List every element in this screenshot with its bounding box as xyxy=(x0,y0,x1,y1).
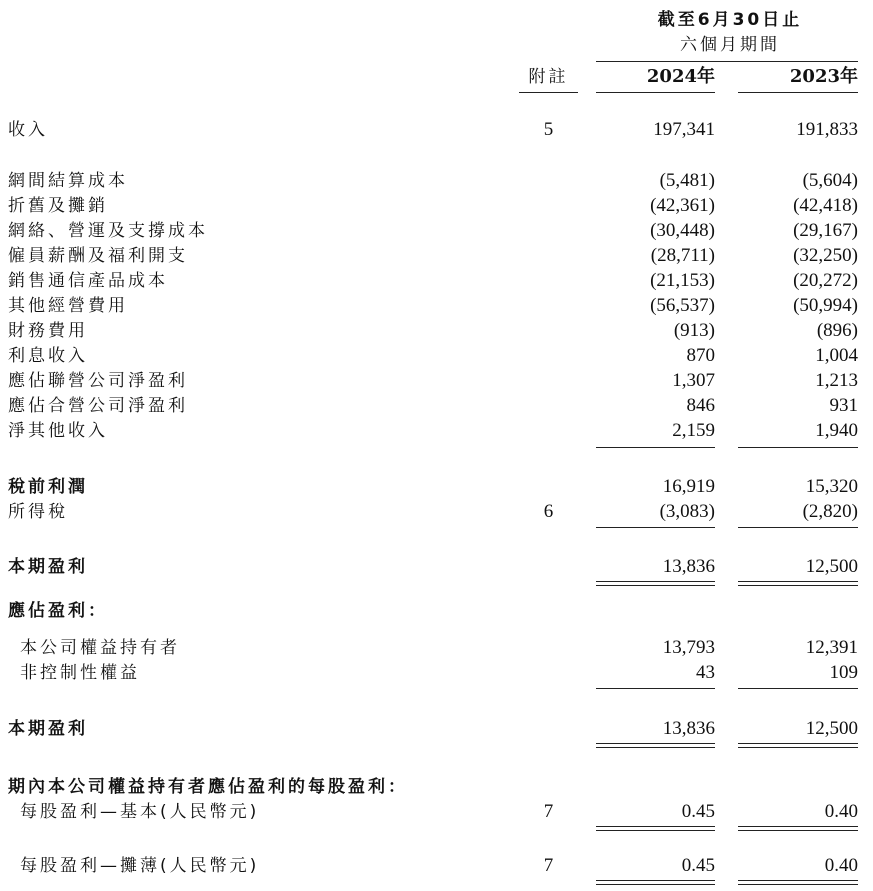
row-value-2023: (50,994) xyxy=(793,295,858,316)
row-label: 僱員薪酬及福利開支 xyxy=(8,246,188,266)
row-value-2023: (5,604) xyxy=(802,170,858,191)
col-2024-header-rule xyxy=(596,92,715,93)
row-label: 收入 xyxy=(8,120,48,140)
row-note: 7 xyxy=(543,855,554,876)
row-value-2024: (5,481) xyxy=(659,170,715,191)
col-2023-header-rule xyxy=(738,92,858,93)
subtotal-rule-2023 xyxy=(738,581,858,586)
row-value-2024: 13,836 xyxy=(662,718,715,739)
row-value-2024: (30,448) xyxy=(650,220,715,241)
row-label: 網絡、營運及支撐成本 xyxy=(8,221,208,241)
row-value-2023: (29,167) xyxy=(793,220,858,241)
subtotal-rule-2024 xyxy=(596,581,715,586)
subtotal-rule-2024 xyxy=(596,688,715,689)
row-label: 銷售通信產品成本 xyxy=(8,271,168,291)
row-value-2024: 0.45 xyxy=(681,801,715,822)
row-value-2023: 0.40 xyxy=(824,801,858,822)
row-value-2023: 191,833 xyxy=(796,119,858,140)
row-label: 本公司權益持有者 xyxy=(20,638,180,658)
row-label: 折舊及攤銷 xyxy=(8,196,108,216)
note-header-rule xyxy=(519,92,578,93)
row-value-2023: (896) xyxy=(816,320,858,341)
row-value-2023: 1,213 xyxy=(815,370,858,391)
row-value-2023: 109 xyxy=(829,662,858,683)
period-header-line2: 六個月期間 xyxy=(680,35,780,55)
row-value-2024: 197,341 xyxy=(653,119,715,140)
column-header-2024: 2024年 xyxy=(646,66,715,87)
row-label: 每股盈利—基本(人民幣元) xyxy=(20,802,260,822)
row-label: 期內本公司權益持有者應佔盈利的每股盈利： xyxy=(8,777,408,797)
row-value-2024: 846 xyxy=(686,395,715,416)
row-note: 5 xyxy=(543,119,554,140)
row-label: 應佔合營公司淨盈利 xyxy=(8,396,188,416)
row-value-2023: 12,500 xyxy=(805,556,858,577)
row-value-2023: 12,391 xyxy=(805,637,858,658)
subtotal-rule-2023 xyxy=(738,743,858,748)
row-value-2023: 931 xyxy=(829,395,858,416)
row-value-2023: (42,418) xyxy=(793,195,858,216)
row-value-2023: 12,500 xyxy=(805,718,858,739)
row-value-2024: (21,153) xyxy=(650,270,715,291)
row-value-2023: 1,004 xyxy=(815,345,858,366)
row-label: 稅前利潤 xyxy=(8,477,88,497)
row-label: 每股盈利—攤薄(人民幣元) xyxy=(20,856,260,876)
row-value-2024: (56,537) xyxy=(650,295,715,316)
subtotal-rule-2024 xyxy=(596,527,715,528)
column-header-2023: 2023年 xyxy=(789,66,858,87)
subtotal-rule-2024 xyxy=(596,826,715,831)
row-label: 淨其他收入 xyxy=(8,421,108,441)
subtotal-rule-2023 xyxy=(738,880,858,885)
row-label: 本期盈利 xyxy=(8,719,88,739)
period-header-line1: 截至6月30日止 xyxy=(657,10,803,30)
row-value-2024: 2,159 xyxy=(672,420,715,441)
row-value-2023: 0.40 xyxy=(824,855,858,876)
subtotal-rule-2023 xyxy=(738,826,858,831)
period-header-rule xyxy=(596,61,858,62)
subtotal-rule-2024 xyxy=(596,880,715,885)
subtotal-rule-2023 xyxy=(738,527,858,528)
row-value-2023: (20,272) xyxy=(793,270,858,291)
row-value-2023: 1,940 xyxy=(815,420,858,441)
row-value-2024: 870 xyxy=(686,345,715,366)
subtotal-rule-2023 xyxy=(738,447,858,448)
row-value-2024: 1,307 xyxy=(672,370,715,391)
row-value-2024: 13,793 xyxy=(662,637,715,658)
row-label: 財務費用 xyxy=(8,321,88,341)
note-column-header: 附註 xyxy=(528,67,569,87)
row-value-2024: (3,083) xyxy=(659,501,715,522)
row-value-2024: 0.45 xyxy=(681,855,715,876)
row-value-2024: 13,836 xyxy=(662,556,715,577)
row-note: 7 xyxy=(543,801,554,822)
row-label: 利息收入 xyxy=(8,346,88,366)
row-label: 網間結算成本 xyxy=(8,171,128,191)
row-label: 非控制性權益 xyxy=(20,663,140,683)
row-value-2024: (28,711) xyxy=(650,245,715,266)
row-value-2023: (2,820) xyxy=(802,501,858,522)
row-label: 其他經營費用 xyxy=(8,296,128,316)
row-label: 應佔聯營公司淨盈利 xyxy=(8,371,188,391)
row-value-2023: (32,250) xyxy=(793,245,858,266)
subtotal-rule-2023 xyxy=(738,688,858,689)
row-value-2024: (42,361) xyxy=(650,195,715,216)
row-note: 6 xyxy=(543,501,554,522)
row-label: 本期盈利 xyxy=(8,557,88,577)
row-value-2023: 15,320 xyxy=(805,476,858,497)
subtotal-rule-2024 xyxy=(596,743,715,748)
row-label: 所得稅 xyxy=(8,502,68,522)
subtotal-rule-2024 xyxy=(596,447,715,448)
row-label: 應佔盈利： xyxy=(8,601,108,621)
row-value-2024: (913) xyxy=(673,320,715,341)
row-value-2024: 43 xyxy=(696,662,715,683)
row-value-2024: 16,919 xyxy=(662,476,715,497)
